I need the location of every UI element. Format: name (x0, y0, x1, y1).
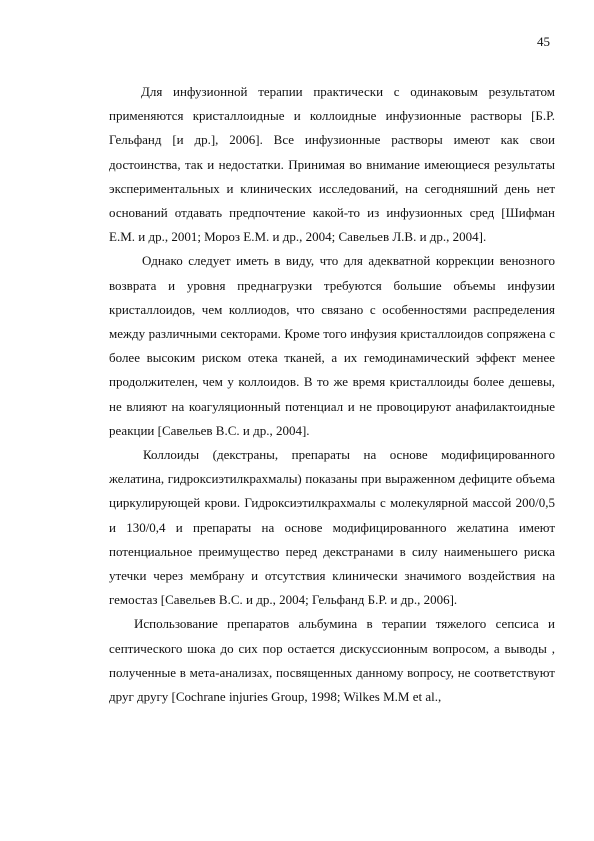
page-number: 45 (537, 34, 550, 49)
paragraph-albumin: Использование препаратов альбумина в терапии тяжелого сепсиса и септического шока до сих пор остается дискуссионным вопросом, а выводы , полученные в мета-анализах, посвященных данному вопросу, не соответствуют друг другу [Cochrane injuries Group, 1998; Wilkes M.M et al., (109, 616, 555, 705)
paragraph-crystalloids: Однако следует иметь в виду, что для адекватной коррекции венозного возврата и уровня преднагрузки требуются большие объемы инфузии кристаллоидов, чем коллиодов, что связано с особенностями распределения между различными секторами. Кроме того инфузия кристаллоидов сопряжена с более высоким риском отека тканей, а их гемодинамический эффект менее продолжителен, чем у коллоидов. В то же время кристаллоиды более дешевы, не влияют на коагуляционный потенциал и не провоцируют анафилактоидные реакции [Савельев В.С. и др., 2004]. (109, 253, 555, 438)
paragraph-infusion-therapy: Для инфузионной терапии практически с одинаковым результатом применяются кристаллоидные и коллоидные инфузионные растворы [Б.Р. Гельфанд [и др.], 2006]. Все инфузионные растворы имеют как свои достоинства, так и недостатки. Принимая во внимание имеющиеся результаты экспериментальных и клинических исследований, на сегодняшний день нет оснований отдавать предпочтение какой-то из инфузионных сред [Шифман Е.М. и др., 2001; Мороз Е.М. и др., 2004; Савельев Л.В. и др., 2004]. (109, 84, 555, 245)
paragraph-colloids: Коллоиды (декстраны, препараты на основе модифицированного желатина, гидроксиэтилкрахмалы) показаны при выраженном дефиците объема циркулирующей крови. Гидроксиэтилкрахмалы с молекулярной массой 200/0,5 и 130/0,4 и препараты на основе модифицированного желатина имеют потенциальное преимущество перед декстранами в силу наименьшего риска утечки через мембрану и отсутствия клинически значимого воздействия на гемостаз [Савельев В.С. и др., 2004; Гельфанд Б.Р. и др., 2006]. (109, 447, 555, 608)
body-text (109, 80, 555, 709)
